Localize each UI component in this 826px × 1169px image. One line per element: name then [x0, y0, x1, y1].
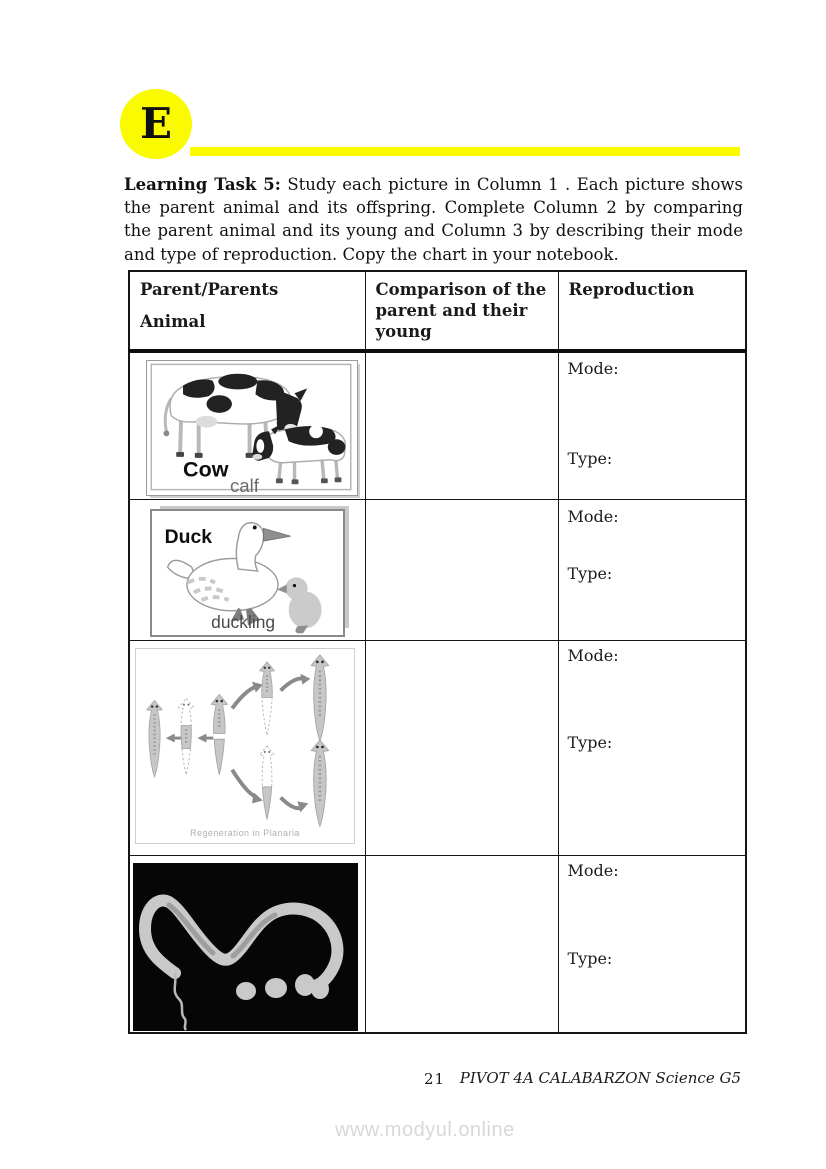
type-label: Type:	[567, 948, 613, 968]
footer-source: PIVOT 4A CALABARZON Science G5	[459, 1069, 741, 1087]
page-number: 21	[424, 1070, 446, 1088]
reproduction-cell	[558, 351, 746, 499]
header-parent-animal: Parent/Parents Animal	[129, 271, 365, 351]
worm-picture-cell	[129, 855, 365, 1033]
cow-and-calf-image	[146, 360, 358, 496]
comparison-cell-blank	[365, 351, 558, 499]
type-label: Type:	[567, 563, 613, 583]
comparison-cell-blank	[365, 855, 558, 1033]
mode-label: Mode:	[567, 359, 619, 378]
task-title: Learning Task 5:	[124, 175, 281, 194]
cow-illustration	[147, 361, 356, 494]
table-row	[129, 640, 746, 855]
planaria-regeneration-image	[135, 648, 355, 844]
table-header-row	[129, 271, 746, 351]
header-comparison: Comparison of the parent and their young	[365, 271, 558, 351]
table-row	[129, 351, 746, 499]
worm-fragmentation-image	[133, 863, 358, 1031]
cow-picture-cell	[129, 351, 365, 499]
table-row	[129, 499, 746, 640]
worm-illustration	[133, 863, 358, 1031]
duckling-figure	[277, 577, 322, 633]
reproduction-cell	[558, 855, 746, 1033]
calf-label: calf	[229, 475, 259, 494]
reproduction-cell	[558, 640, 746, 855]
duck-picture-cell	[129, 499, 365, 640]
task-instructions	[124, 173, 743, 266]
duck-illustration	[152, 511, 343, 635]
worksheet-table	[128, 270, 747, 1034]
reproduction-cell	[558, 499, 746, 640]
type-label: Type:	[567, 449, 613, 468]
type-label: Type:	[567, 732, 613, 752]
comparison-cell-blank	[365, 640, 558, 855]
task-body: Study each picture in Column 1 . Each picture shows the parent animal and its offspring. Complete Column 2 by comparing the parent animal and its young and Column 3 by describing their mode and type of reproduction. Copy the chart in your notebook.	[124, 175, 743, 264]
duck-and-duckling-image	[150, 509, 345, 637]
mode-label: Mode:	[567, 645, 619, 665]
section-marker-circle	[120, 89, 192, 159]
duck-label: Duck	[164, 525, 213, 548]
watermark: www.modyul.online	[335, 1119, 515, 1141]
table-row	[129, 855, 746, 1033]
mode-label: Mode:	[567, 506, 619, 526]
planaria-caption: Regeneration in Planaria	[190, 827, 300, 838]
section-divider-bar	[190, 147, 740, 156]
header-reproduction: Reproduction	[558, 271, 746, 351]
planaria-picture-cell	[129, 640, 365, 855]
comparison-cell-blank	[365, 499, 558, 640]
planaria-diagram	[136, 649, 354, 843]
cow-label: Cow	[183, 457, 229, 482]
duckling-label: duckling	[211, 611, 276, 632]
section-letter: E	[139, 99, 172, 148]
mode-label: Mode:	[567, 860, 619, 880]
